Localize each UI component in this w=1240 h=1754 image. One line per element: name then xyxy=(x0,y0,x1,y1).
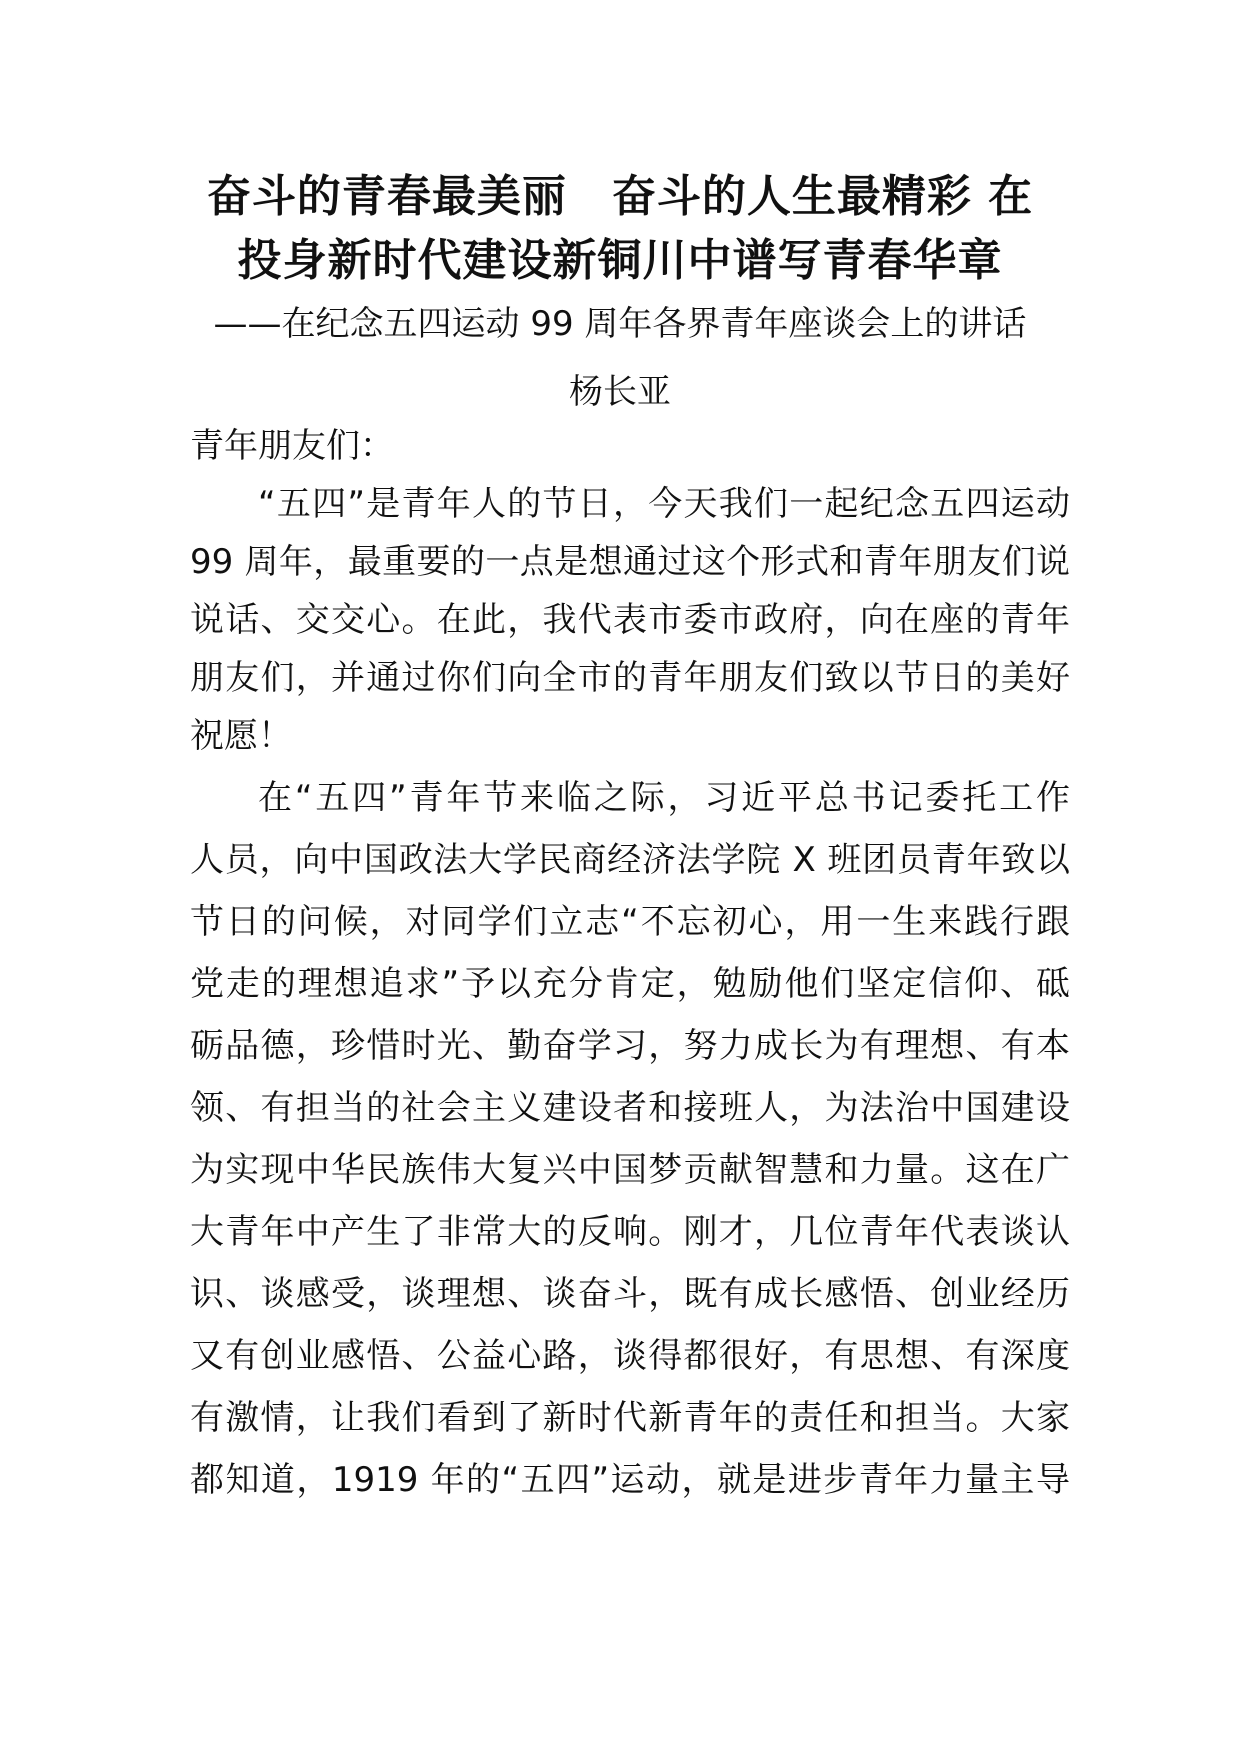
document-title-line-1: 奋斗的青春最美丽 奋斗的人生最精彩 在 xyxy=(206,171,1034,222)
paragraph-2-line: 党走的理想追求”予以充分肯定，勉励他们坚定信仰、砥 xyxy=(190,964,1070,1004)
paragraph-2-line: 有激情，让我们看到了新时代新青年的责任和担当。大家 xyxy=(190,1398,1070,1438)
paragraph-2-line: 识、谈感受，谈理想、谈奋斗，既有成长感悟、创业经历 xyxy=(190,1274,1070,1314)
paragraph-2-line: 在“五四”青年节来临之际，习近平总书记委托工作 xyxy=(258,778,1070,818)
paragraph-1-line: 99 周年，最重要的一点是想通过这个形式和青年朋友们说 xyxy=(190,542,1070,582)
paragraph-2-line: 领、有担当的社会主义建设者和接班人，为法治中国建设 xyxy=(190,1088,1070,1128)
paragraph-1-line: 祝愿！ xyxy=(190,716,292,756)
document-author: 杨长亚 xyxy=(569,372,671,412)
paragraph-2-line: 又有创业感悟、公益心路，谈得都很好，有思想、有深度 xyxy=(190,1336,1070,1376)
paragraph-2-line: 都知道，1919 年的“五四”运动，就是进步青年力量主导 xyxy=(190,1460,1070,1500)
document-subtitle: ——在纪念五四运动 99 周年各界青年座谈会上的讲话 xyxy=(213,304,1027,344)
paragraph-2-line: 大青年中产生了非常大的反响。刚才，几位青年代表谈认 xyxy=(190,1212,1070,1252)
paragraph-2-line: 为实现中华民族伟大复兴中国梦贡献智慧和力量。这在广 xyxy=(190,1150,1070,1190)
paragraph-1-line: “五四”是青年人的节日，今天我们一起纪念五四运动 xyxy=(258,484,1070,524)
paragraph-2-line: 节日的问候，对同学们立志“不忘初心，用一生来践行跟 xyxy=(190,902,1070,942)
document-title-line-2: 投身新时代建设新铜川中谱写青春华章 xyxy=(237,235,1003,286)
salutation: 青年朋友们： xyxy=(190,426,394,466)
paragraph-1-line: 说话、交交心。在此，我代表市委市政府，向在座的青年 xyxy=(190,600,1070,640)
paragraph-1-line: 朋友们，并通过你们向全市的青年朋友们致以节日的美好 xyxy=(190,658,1070,698)
paragraph-2-line: 砺品德，珍惜时光、勤奋学习，努力成长为有理想、有本 xyxy=(190,1026,1070,1066)
paragraph-2-line: 人员，向中国政法大学民商经济法学院 X 班团员青年致以 xyxy=(190,840,1070,880)
